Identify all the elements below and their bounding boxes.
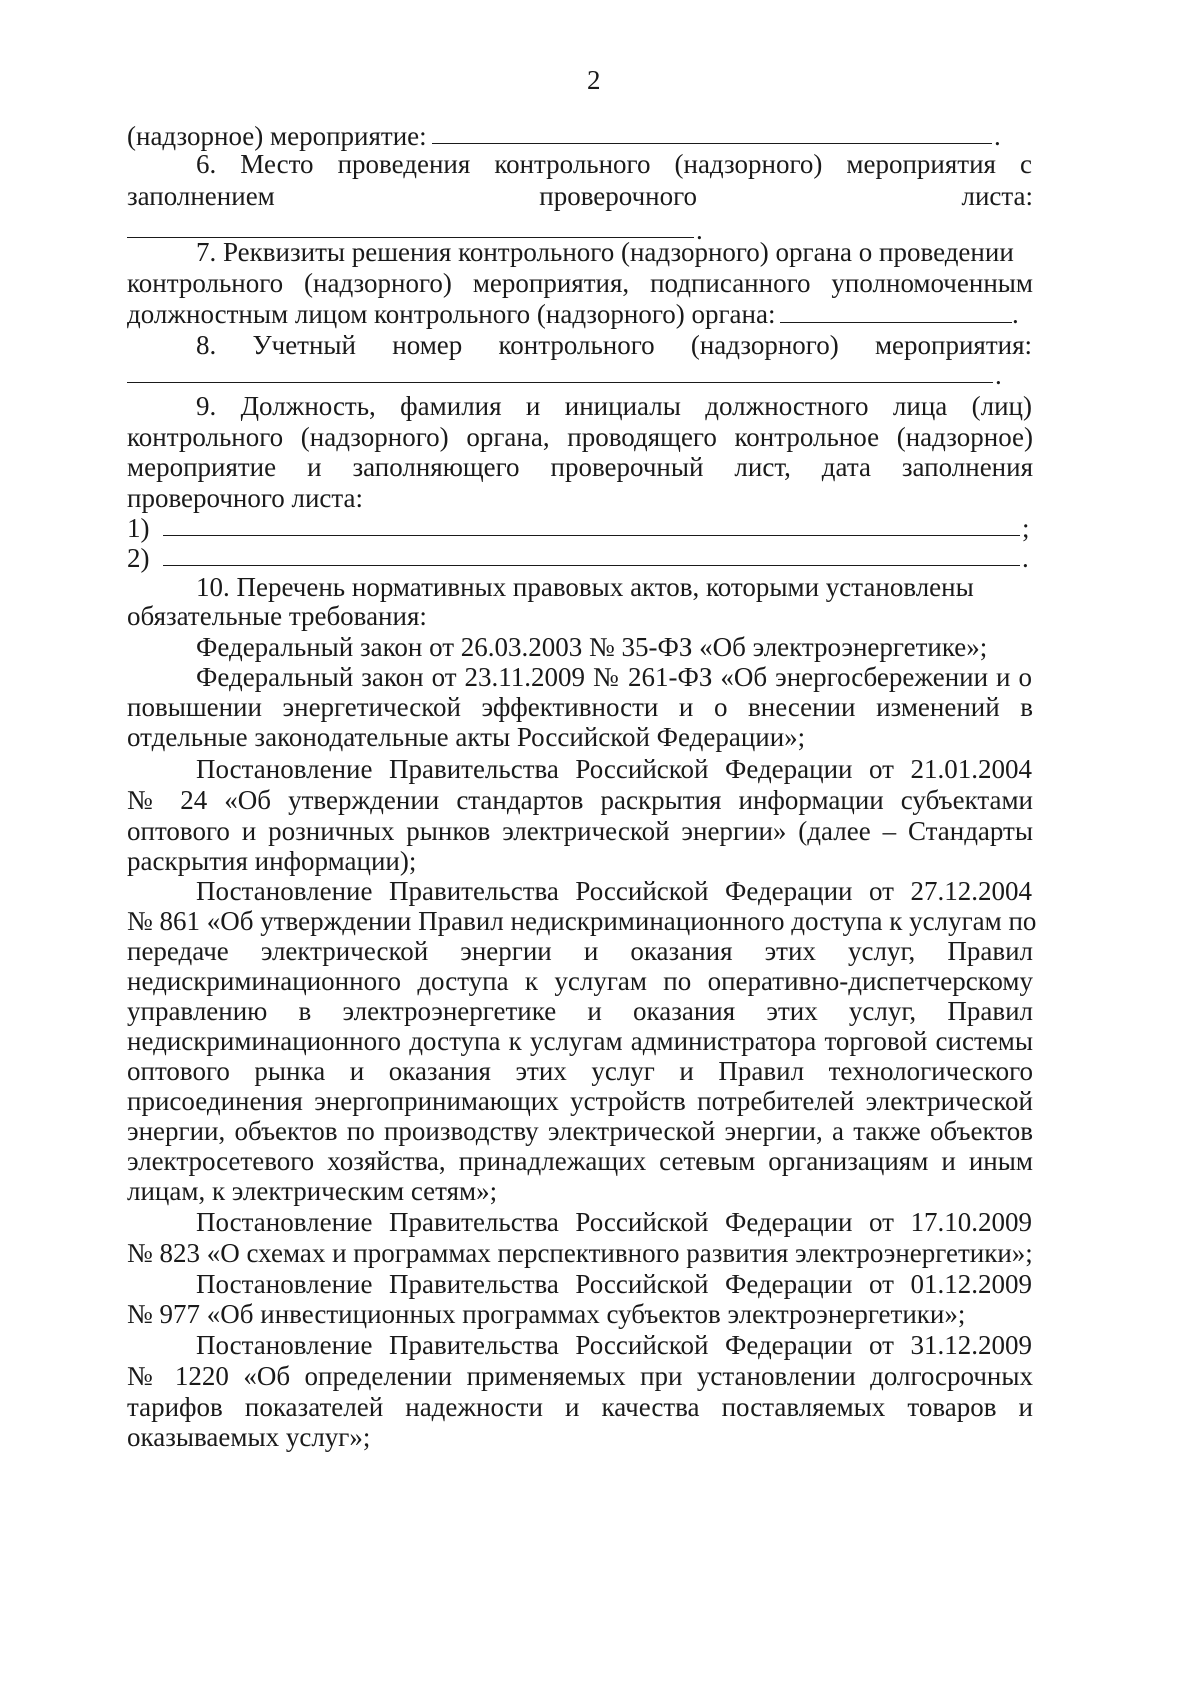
text-line: оказываемых услуг»;	[127, 1422, 371, 1452]
blank-field-line	[163, 565, 1020, 566]
text-line: обязательные требования:	[127, 601, 427, 631]
text-line: присоединения энергопринимающих устройств потребителей электрической	[127, 1086, 1033, 1116]
text-line: отдельные законодательные акты Российской Федерации»;	[127, 722, 806, 752]
text-line: ;	[1022, 513, 1030, 543]
text-line: лицам, к электрическим сетям»;	[127, 1176, 498, 1206]
text-line: Постановление Правительства Российской Федерации от 27.12.2004	[196, 876, 1032, 906]
text-line: электросетевого хозяйства, принадлежащих сетевым организациям и иным	[127, 1146, 1033, 1176]
text-line: оптового и розничных рынков электрической энергии» (далее – Стандарты	[127, 816, 1033, 846]
text-line: .	[994, 121, 1001, 151]
text-line: Постановление Правительства Российской Федерации от 17.10.2009	[196, 1207, 1032, 1237]
text-line: мероприятие и заполняющего проверочный лист, дата заполнения	[127, 452, 1033, 482]
text-line: контрольного (надзорного) мероприятия, подписанного уполномоченным	[127, 268, 1033, 298]
text-line: 2)	[127, 543, 150, 573]
text-line: 6. Место проведения контрольного (надзорного) мероприятия с	[196, 149, 1032, 179]
text-line: Постановление Правительства Российской Федерации от 31.12.2009	[196, 1330, 1032, 1360]
text-line: 1)	[127, 513, 150, 543]
text-line: проверочного листа:	[127, 483, 364, 513]
page-number: 2	[587, 65, 601, 95]
text-line: Федеральный закон от 26.03.2003 № 35-ФЗ «Об электроэнергетике»;	[196, 632, 988, 662]
text-line: № 823 «О схемах и программах перспективного развития электроэнергетики»;	[127, 1238, 1033, 1268]
text-line: Федеральный закон от 23.11.2009 № 261-ФЗ «Об энергосбережении и о	[196, 662, 1032, 692]
text-line: .	[995, 360, 1002, 390]
blank-field-line	[163, 535, 1020, 536]
text-line: Постановление Правительства Российской Федерации от 01.12.2009	[196, 1269, 1032, 1299]
text-line: энергии, объектов по производству электрической энергии, а также объектов	[127, 1116, 1033, 1146]
blank-field-line	[432, 143, 992, 144]
text-line: Постановление Правительства Российской Федерации от 21.01.2004	[196, 754, 1032, 784]
blank-field-line	[780, 322, 1012, 323]
text-line: .	[696, 215, 703, 245]
text-line: должностным лицом контрольного (надзорного) органа:	[127, 299, 776, 329]
text-line: заполнением проверочного листа:	[127, 181, 1033, 211]
text-line: .	[1022, 543, 1029, 573]
text-line: № 861 «Об утверждении Правил недискриминационного доступа к услугам по	[127, 906, 1037, 936]
text-line: № 1220 «Об определении применяемых при установлении долгосрочных	[127, 1361, 1033, 1391]
text-line: № 977 «Об инвестиционных программах субъектов электроэнергетики»;	[127, 1299, 966, 1329]
text-line: раскрытия информации);	[127, 846, 417, 876]
text-line: 9. Должность, фамилия и инициалы должностного лица (лиц)	[196, 391, 1032, 421]
blank-field-line	[127, 382, 993, 383]
text-line: повышении энергетической эффективности и о внесении изменений в	[127, 692, 1033, 722]
text-line: 7. Реквизиты решения контрольного (надзорного) органа о проведении	[196, 237, 1014, 267]
text-line: 8. Учетный номер контрольного (надзорного) мероприятия:	[196, 330, 1032, 360]
text-line: недискриминационного доступа к услугам администратора торговой системы	[127, 1026, 1033, 1056]
text-line: передаче электрической энергии и оказания этих услуг, Правил	[127, 936, 1033, 966]
text-line: .	[1012, 299, 1019, 329]
text-line: управлению в электроэнергетике и оказания этих услуг, Правил	[127, 996, 1033, 1026]
text-line: тарифов показателей надежности и качества поставляемых товаров и	[127, 1392, 1033, 1422]
text-line: (надзорное) мероприятие:	[127, 121, 427, 151]
text-line: № 24 «Об утверждении стандартов раскрытия информации субъектами	[127, 785, 1033, 815]
text-line: 10. Перечень нормативных правовых актов, которыми установлены	[196, 572, 974, 602]
text-line: оптового рынка и оказания этих услуг и Правил технологического	[127, 1056, 1033, 1086]
text-line: контрольного (надзорного) органа, проводящего контрольное (надзорное)	[127, 422, 1033, 452]
text-line: недискриминационного доступа к услугам по оперативно-диспетчерскому	[127, 966, 1033, 996]
